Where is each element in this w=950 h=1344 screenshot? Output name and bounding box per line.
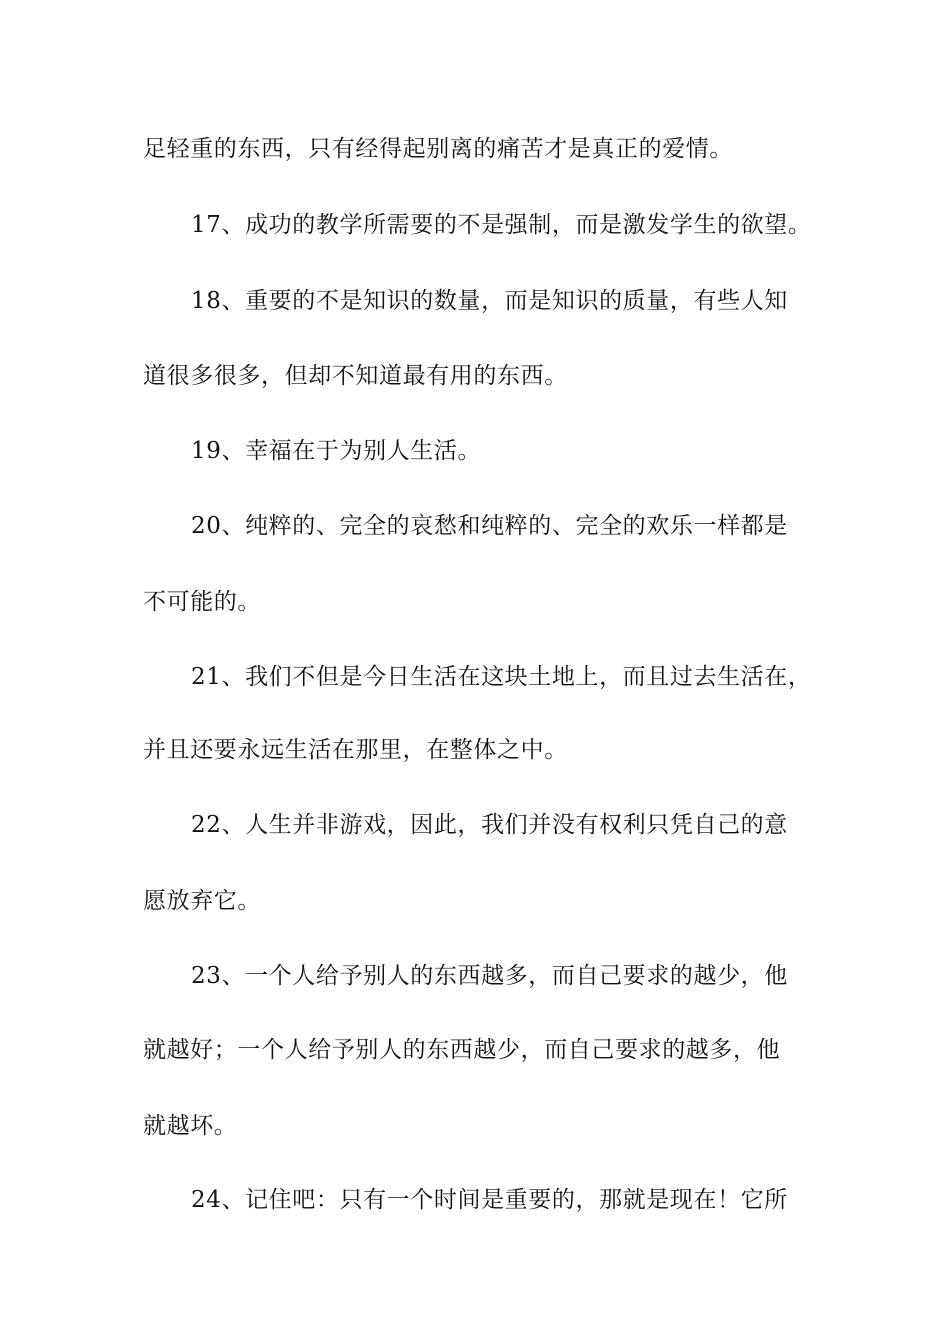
- list-item-18: 18、重要的不是知识的数量，而是知识的质量，有些人知: [191, 288, 788, 314]
- text-line: 就越坏。: [143, 1113, 238, 1139]
- list-item-20: 20、纯粹的、完全的哀愁和纯粹的、完全的欢乐一样都是: [191, 513, 788, 539]
- text-line: 并且还要永远生活在那里，在整体之中。: [143, 737, 568, 763]
- text-line: 愿放弃它。: [143, 888, 261, 914]
- list-item-17: 17、成功的教学所需要的不是强制，而是激发学生的欲望。: [191, 212, 812, 238]
- list-item-23: 23、一个人给予别人的东西越多，而自己要求的越少，他: [191, 963, 788, 989]
- list-item-22: 22、人生并非游戏，因此，我们并没有权利只凭自己的意: [191, 812, 788, 838]
- text-line: 就越好；一个人给予别人的东西越少，而自己要求的越多，他: [143, 1037, 781, 1063]
- list-item-19: 19、幸福在于为别人生活。: [191, 438, 482, 464]
- text-line: 道很多很多，但却不知道最有用的东西。: [143, 363, 568, 389]
- list-item-24: 24、记住吧：只有一个时间是重要的，那就是现在！它所: [191, 1187, 788, 1213]
- text-line: 足轻重的东西，只有经得起别离的痛苦才是真正的爱情。: [143, 136, 733, 162]
- list-item-21: 21、我们不但是今日生活在这块土地上，而且过去生活在，: [191, 664, 812, 690]
- text-line: 不可能的。: [143, 589, 261, 615]
